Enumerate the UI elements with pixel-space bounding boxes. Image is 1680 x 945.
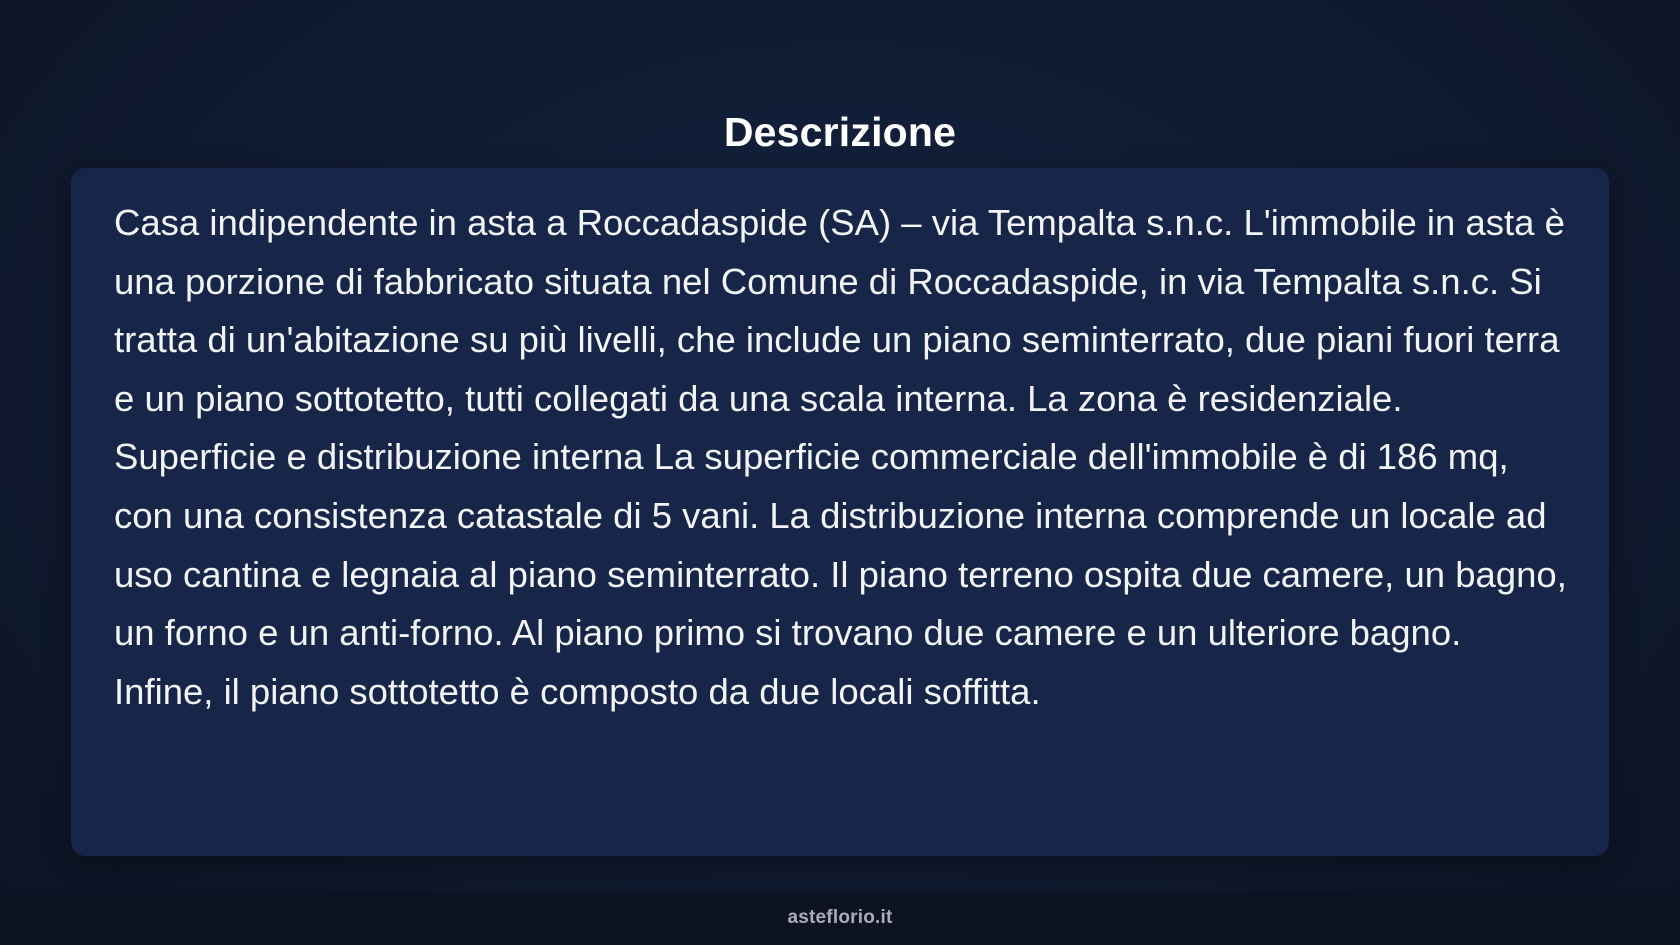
footer-site-label: asteflorio.it	[787, 907, 893, 928]
page-title: Descrizione	[723, 109, 957, 156]
description-text: Casa indipendente in asta a Roccadaspide (SA) – via Tempalta s.n.c. L'immobile in asta è una porzione di fabbricato situata nel Comune di Roccadaspide, in via Tempalta s.n.c. Si tratta di un'abitazione su più livelli, che include un piano seminterrato, due piani fuori terra e un piano sottotetto, tutti collegati da una scala interna. La zona è residenziale. Superficie e distribuzione interna La superficie commerciale dell'immobile è di 186 mq, con una consistenza catastale di 5 vani. La distribuzione interna comprende un locale ad uso cantina e legnaia al piano seminterrato. Il piano terreno ospita due camere, un bagno, un forno e un anti-forno. Al piano primo si trovano due camere e un ulteriore bagno. Infine, il piano sottotetto è composto da due locali soffitta.	[114, 202, 1567, 712]
description-card	[71, 168, 1609, 856]
footer	[0, 891, 1680, 945]
